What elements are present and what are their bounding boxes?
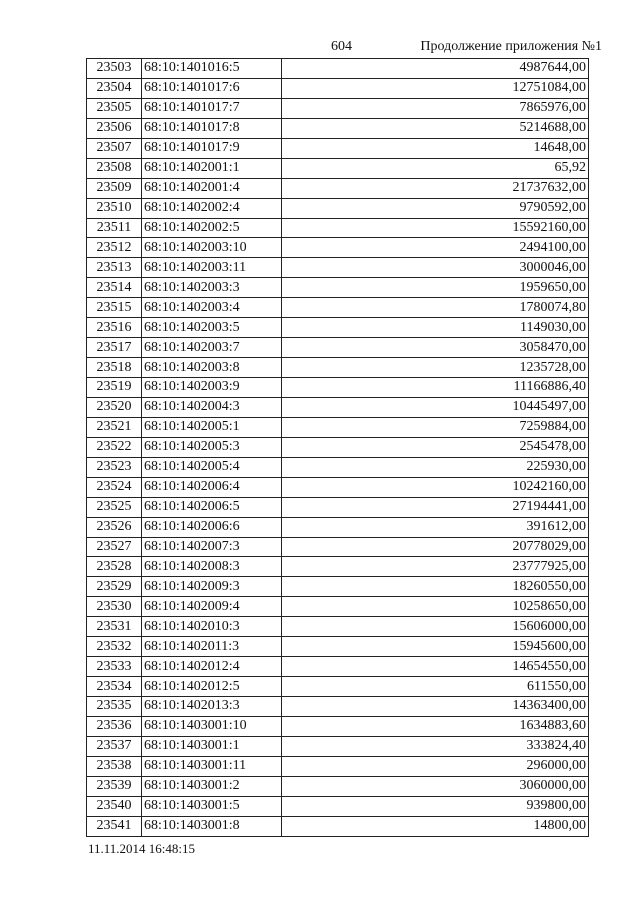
- cadastral-number-cell: 68:10:1402003:8: [142, 358, 282, 378]
- row-number-cell: 23517: [87, 338, 142, 358]
- table-row: [87, 98, 589, 118]
- row-number-cell: 23526: [87, 517, 142, 537]
- cadastral-number-cell: 68:10:1402005:1: [142, 417, 282, 437]
- table-row: [87, 298, 589, 318]
- row-number-cell: 23522: [87, 437, 142, 457]
- row-number-cell: 23504: [87, 78, 142, 98]
- table-row: [87, 677, 589, 697]
- row-number-cell: 23535: [87, 697, 142, 717]
- cadastral-number-cell: 68:10:1401017:9: [142, 138, 282, 158]
- row-number-cell: 23511: [87, 218, 142, 238]
- table-row: [87, 617, 589, 637]
- cadastral-number-cell: 68:10:1403001:2: [142, 776, 282, 796]
- cadastral-value-cell: 3000046,00: [282, 258, 589, 278]
- cadastral-value-cell: 15606000,00: [282, 617, 589, 637]
- cadastral-value-cell: 939800,00: [282, 796, 589, 816]
- cadastral-number-cell: 68:10:1402003:3: [142, 278, 282, 298]
- table-row: [87, 517, 589, 537]
- cadastral-number-cell: 68:10:1402003:9: [142, 378, 282, 398]
- table-row: [87, 358, 589, 378]
- cadastral-number-cell: 68:10:1401017:8: [142, 118, 282, 138]
- cadastral-number-cell: 68:10:1402002:5: [142, 218, 282, 238]
- cadastral-number-cell: 68:10:1402003:11: [142, 258, 282, 278]
- cadastral-value-cell: 65,92: [282, 158, 589, 178]
- row-number-cell: 23541: [87, 816, 142, 836]
- row-number-cell: 23527: [87, 537, 142, 557]
- row-number-cell: 23518: [87, 358, 142, 378]
- cadastral-value-cell: 2494100,00: [282, 238, 589, 258]
- cadastral-number-cell: 68:10:1402009:3: [142, 577, 282, 597]
- row-number-cell: 23525: [87, 497, 142, 517]
- cadastral-value-cell: 9790592,00: [282, 198, 589, 218]
- table-row: [87, 557, 589, 577]
- cadastral-value-cell: 3058470,00: [282, 338, 589, 358]
- row-number-cell: 23534: [87, 677, 142, 697]
- cadastral-value-cell: 1235728,00: [282, 358, 589, 378]
- cadastral-value-table: [86, 58, 589, 837]
- cadastral-value-cell: 20778029,00: [282, 537, 589, 557]
- row-number-cell: 23537: [87, 736, 142, 756]
- cadastral-number-cell: 68:10:1402008:3: [142, 557, 282, 577]
- table-row: [87, 278, 589, 298]
- table-row: [87, 178, 589, 198]
- cadastral-number-cell: 68:10:1402002:4: [142, 198, 282, 218]
- cadastral-value-cell: 14654550,00: [282, 657, 589, 677]
- row-number-cell: 23520: [87, 397, 142, 417]
- cadastral-number-cell: 68:10:1402011:3: [142, 637, 282, 657]
- row-number-cell: 23510: [87, 198, 142, 218]
- table-body: [87, 59, 589, 837]
- cadastral-number-cell: 68:10:1401017:7: [142, 98, 282, 118]
- cadastral-number-cell: 68:10:1402006:6: [142, 517, 282, 537]
- cadastral-value-cell: 1149030,00: [282, 318, 589, 338]
- cadastral-value-cell: 611550,00: [282, 677, 589, 697]
- row-number-cell: 23512: [87, 238, 142, 258]
- table-row: [87, 716, 589, 736]
- row-number-cell: 23509: [87, 178, 142, 198]
- cadastral-number-cell: 68:10:1403001:8: [142, 816, 282, 836]
- cadastral-number-cell: 68:10:1402003:10: [142, 238, 282, 258]
- row-number-cell: 23516: [87, 318, 142, 338]
- cadastral-value-cell: 14363400,00: [282, 697, 589, 717]
- cadastral-value-cell: 1959650,00: [282, 278, 589, 298]
- cadastral-number-cell: 68:10:1402001:4: [142, 178, 282, 198]
- cadastral-number-cell: 68:10:1402012:4: [142, 657, 282, 677]
- cadastral-value-cell: 10258650,00: [282, 597, 589, 617]
- row-number-cell: 23519: [87, 378, 142, 398]
- row-number-cell: 23514: [87, 278, 142, 298]
- cadastral-value-cell: 15592160,00: [282, 218, 589, 238]
- table-row: [87, 637, 589, 657]
- cadastral-value-cell: 27194441,00: [282, 497, 589, 517]
- footer-timestamp: 11.11.2014 16:48:15: [88, 841, 196, 856]
- cadastral-number-cell: 68:10:1403001:1: [142, 736, 282, 756]
- row-number-cell: 23505: [87, 98, 142, 118]
- table-row: [87, 577, 589, 597]
- row-number-cell: 23536: [87, 716, 142, 736]
- table-row: [87, 597, 589, 617]
- cadastral-number-cell: 68:10:1402009:4: [142, 597, 282, 617]
- cadastral-value-cell: 10445497,00: [282, 397, 589, 417]
- table-row: [87, 198, 589, 218]
- cadastral-value-cell: 1780074,80: [282, 298, 589, 318]
- cadastral-number-cell: 68:10:1403001:11: [142, 756, 282, 776]
- table-row: [87, 138, 589, 158]
- cadastral-value-cell: 296000,00: [282, 756, 589, 776]
- cadastral-value-cell: 10242160,00: [282, 477, 589, 497]
- row-number-cell: 23503: [87, 59, 142, 79]
- table-row: [87, 437, 589, 457]
- cadastral-value-cell: 7259884,00: [282, 417, 589, 437]
- cadastral-number-cell: 68:10:1402001:1: [142, 158, 282, 178]
- cadastral-number-cell: 68:10:1401017:6: [142, 78, 282, 98]
- cadastral-number-cell: 68:10:1401016:5: [142, 59, 282, 79]
- table-row: [87, 756, 589, 776]
- cadastral-value-cell: 21737632,00: [282, 178, 589, 198]
- cadastral-value-cell: 3060000,00: [282, 776, 589, 796]
- row-number-cell: 23508: [87, 158, 142, 178]
- table-row: [87, 158, 589, 178]
- cadastral-value-cell: 5214688,00: [282, 118, 589, 138]
- row-number-cell: 23524: [87, 477, 142, 497]
- cadastral-number-cell: 68:10:1403001:5: [142, 796, 282, 816]
- table-row: [87, 417, 589, 437]
- table-row: [87, 258, 589, 278]
- row-number-cell: 23513: [87, 258, 142, 278]
- table-row: [87, 816, 589, 836]
- table-row: [87, 796, 589, 816]
- cadastral-number-cell: 68:10:1402005:3: [142, 437, 282, 457]
- row-number-cell: 23507: [87, 138, 142, 158]
- table-row: [87, 378, 589, 398]
- row-number-cell: 23530: [87, 597, 142, 617]
- table-row: [87, 537, 589, 557]
- row-number-cell: 23531: [87, 617, 142, 637]
- cadastral-value-cell: 4987644,00: [282, 59, 589, 79]
- cadastral-number-cell: 68:10:1402006:5: [142, 497, 282, 517]
- cadastral-number-cell: 68:10:1402006:4: [142, 477, 282, 497]
- row-number-cell: 23515: [87, 298, 142, 318]
- table-row: [87, 78, 589, 98]
- cadastral-number-cell: 68:10:1402003:7: [142, 338, 282, 358]
- cadastral-number-cell: 68:10:1402007:3: [142, 537, 282, 557]
- table-row: [87, 318, 589, 338]
- appendix-title: Продолжение приложения №1: [420, 39, 602, 54]
- table-row: [87, 397, 589, 417]
- row-number-cell: 23528: [87, 557, 142, 577]
- table-row: [87, 697, 589, 717]
- cadastral-value-cell: 12751084,00: [282, 78, 589, 98]
- row-number-cell: 23506: [87, 118, 142, 138]
- cadastral-value-cell: 14800,00: [282, 816, 589, 836]
- row-number-cell: 23539: [87, 776, 142, 796]
- table-row: [87, 497, 589, 517]
- cadastral-value-cell: 333824,40: [282, 736, 589, 756]
- table-row: [87, 457, 589, 477]
- cadastral-number-cell: 68:10:1403001:10: [142, 716, 282, 736]
- table-row: [87, 218, 589, 238]
- cadastral-number-cell: 68:10:1402010:3: [142, 617, 282, 637]
- table-row: [87, 776, 589, 796]
- row-number-cell: 23529: [87, 577, 142, 597]
- cadastral-value-cell: 7865976,00: [282, 98, 589, 118]
- page-number: 604: [331, 39, 352, 54]
- table-row: [87, 238, 589, 258]
- row-number-cell: 23538: [87, 756, 142, 776]
- row-number-cell: 23532: [87, 637, 142, 657]
- row-number-cell: 23533: [87, 657, 142, 677]
- cadastral-value-cell: 15945600,00: [282, 637, 589, 657]
- cadastral-value-cell: 2545478,00: [282, 437, 589, 457]
- cadastral-value-cell: 14648,00: [282, 138, 589, 158]
- cadastral-number-cell: 68:10:1402005:4: [142, 457, 282, 477]
- table-row: [87, 736, 589, 756]
- cadastral-value-cell: 18260550,00: [282, 577, 589, 597]
- cadastral-value-cell: 11166886,40: [282, 378, 589, 398]
- cadastral-number-cell: 68:10:1402013:3: [142, 697, 282, 717]
- table-row: [87, 477, 589, 497]
- cadastral-value-cell: 23777925,00: [282, 557, 589, 577]
- cadastral-number-cell: 68:10:1402012:5: [142, 677, 282, 697]
- cadastral-number-cell: 68:10:1402003:5: [142, 318, 282, 338]
- cadastral-value-cell: 391612,00: [282, 517, 589, 537]
- cadastral-value-cell: 1634883,60: [282, 716, 589, 736]
- table-row: [87, 118, 589, 138]
- table-row: [87, 338, 589, 358]
- table-row: [87, 59, 589, 79]
- row-number-cell: 23523: [87, 457, 142, 477]
- cadastral-value-cell: 225930,00: [282, 457, 589, 477]
- table-row: [87, 657, 589, 677]
- cadastral-number-cell: 68:10:1402003:4: [142, 298, 282, 318]
- cadastral-number-cell: 68:10:1402004:3: [142, 397, 282, 417]
- row-number-cell: 23540: [87, 796, 142, 816]
- row-number-cell: 23521: [87, 417, 142, 437]
